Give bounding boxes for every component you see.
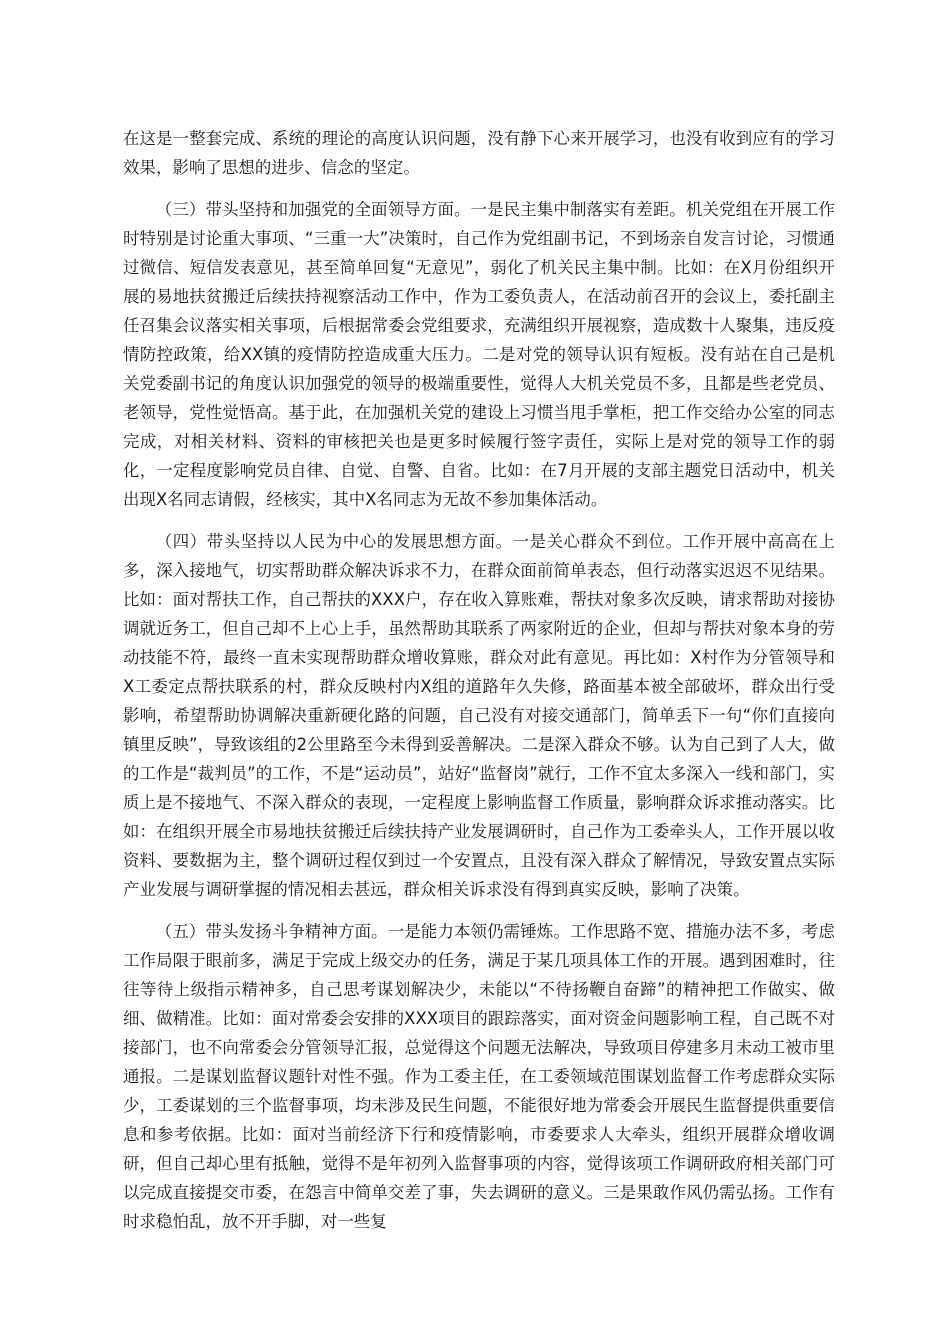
paragraph-section-4: （四）带头坚持以人民为中心的发展思想方面。一是关心群众不到位。工作开展中高高在上多，深入接地气，切实帮助群众解决诉求不力，在群众面前简单表态，但行动落实迟迟不见结果。比如：面对帮扶工作，自己帮扶的XXX户，存在收入算账难，帮扶对象多次反映，请求帮助对接协调就近务工，但自己却不上心上手，虽然帮助其联系了两家附近的企业，但却与帮扶对象本身的劳动技能不符，最终一直未实现帮助群众增收算账，群众对此有意见。再比如：X村作为分管领导和X工委定点帮扶联系的村，群众反映村内X组的道路年久失修，路面基本被全部破坏，群众出行受影响，希望帮助协调解决重新硬化路的问题，自己没有对接交通部门，简单丢下一句“你们直接向镇里反映”，导致该组的2公里路至今未得到妥善解决。二是深入群众不够。认为自己到了人大，做的工作是“裁判员”的工作，不是“运动员”，站好“监督岗”就行，工作不宜太多深入一线和部门，实质上是不接地气、不深入群众的表现，一定程度上影响监督工作质量，影响群众诉求推动落实。比如：在组织开展全市易地扶贫搬迁后续扶持产业发展调研时，自己作为工委牵头人，工作开展以收资料、要数据为主，整个调研过程仅到过一个安置点，且没有深入群众了解情况，导致安置点实际产业发展与调研掌握的情况相去甚远，群众相关诉求没有得到真实反映，影响了决策。 <box>123 532 835 899</box>
document-page <box>123 124 835 1249</box>
paragraph-continuation: 在这是一整套完成、系统的理论的高度认识问题，没有静下心来开展学习，也没有收到应有的学习效果，影响了思想的进步、信念的坚定。 <box>123 129 835 177</box>
paragraph-section-3: （三）带头坚持和加强党的全面领导方面。一是民主集中制落实有差距。机关党组在开展工作时特别是讨论重大事项、“三重一大”决策时，自己作为党组副书记，不到场亲自发言讨论，习惯通过微信、短信发表意见，甚至简单回复“无意见”，弱化了机关民主集中制。比如：在X月份组织开展的易地扶贫搬迁后续扶持视察活动工作中，作为工委负责人，在活动前召开的会议上，委托副主任召集会议落实相关事项，后根据常委会党组要求，充满组织开展视察，造成数十人聚集，违反疫情防控政策，给XX镇的疫情防控造成重大压力。二是对党的领导认识有短板。没有站在自己是机关党委副书记的角度认识加强党的领导的极端重要性，觉得人大机关党员不多，且都是些老党员、老领导，党性觉悟高。基于此，在加强机关党的建设上习惯当甩手掌柜，把工作交给办公室的同志完成，对相关材料、资料的审核把关也是更多时候履行签字责任，实际上是对党的领导工作的弱化，一定程度影响党员自律、自觉、自警、自省。比如：在7月开展的支部主题党日活动中，机关出现X名同志请假，经核实，其中X名同志为无故不参加集体活动。 <box>123 200 835 509</box>
paragraph-section-5: （五）带头发扬斗争精神方面。一是能力本领仍需锤炼。工作思路不宽、措施办法不多，考虑工作局限于眼前多，满足于完成上级交办的任务，满足于某几项具体工作的开展。遇到困难时，往往等待上级指示精神多，自己思考谋划解决少，未能以“不待扬鞭自奋蹄”的精神把工作做实、做细、做精准。比如：面对常委会安排的XXX项目的跟踪落实，面对资金问题影响工程，自己既不对接部门，也不向常委会分管领导汇报，总觉得这个问题无法解决，导致项目停建多月未动工被市里通报。二是谋划监督议题针对性不强。作为工委主任，在工委领域范围谋划监督工作考虑群众实际少，工委谋划的三个监督事项，均未涉及民生问题，不能很好地为常委会开展民生监督提供重要信息和参考依据。比如：面对当前经济下行和疫情影响，市委要求人大牵头，组织开展群众增收调研，但自己却心里有抵触，觉得不是年初列入监督事项的内容，觉得该项工作调研政府相关部门可以完成直接提交市委，在怨言中简单交差了事，失去调研的意义。三是果敢作风仍需弘扬。工作有时求稳怕乱，放不开手脚，对一些复 <box>123 922 835 1231</box>
